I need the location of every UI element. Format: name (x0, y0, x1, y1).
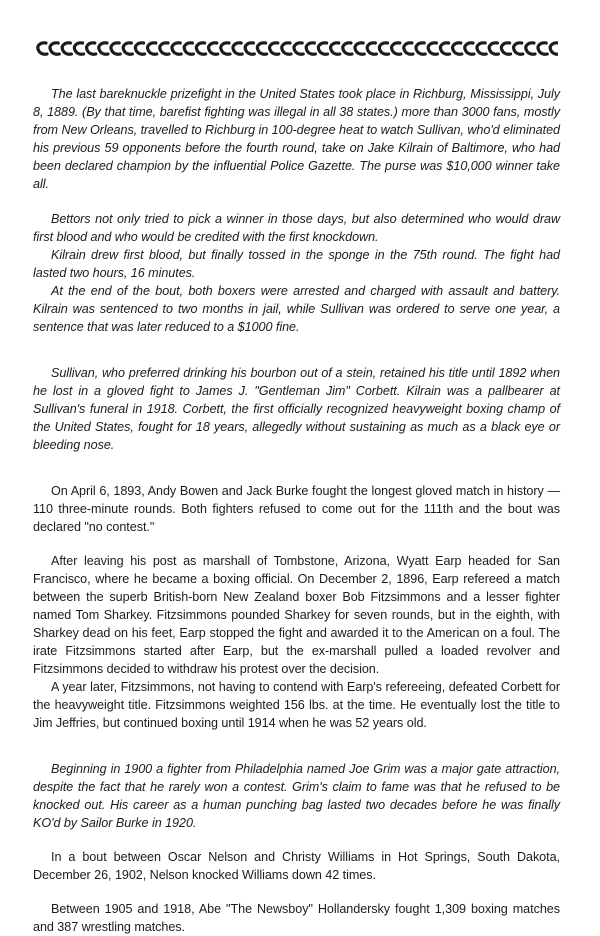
rope-link-icon (148, 43, 157, 54)
rope-link-icon (50, 43, 59, 54)
rope-link-icon (331, 43, 340, 54)
paragraph-sullivan-corbett: Sullivan, who preferred drinking his bourbon out of a stein, retained his title until 1892 when he lost in a gloved fight to James J. "Gentleman Jim" Corbett. Kilrain was a pallbearer at Sullivan's funeral in 1918. Corbett, the first officially recognized heavyweight boxing champ of the United States, fought for 18 years, allegedly without sustaining as much as a black eye or bleeding nose. (33, 366, 560, 452)
rope-link-icon (343, 43, 352, 54)
rope-link-icon (209, 43, 218, 54)
rope-link-icon (379, 43, 388, 54)
rope-link-icon (428, 43, 437, 54)
rope-link-icon (87, 43, 96, 54)
rope-link-icon (355, 43, 364, 54)
rope-link-icon (501, 43, 510, 54)
rope-link-icon (233, 43, 242, 54)
rope-link-icon (123, 43, 132, 54)
rope-link-icon (99, 43, 108, 54)
rope-link-icon (404, 43, 413, 54)
rope-link-icon (306, 43, 315, 54)
rope-link-icon (514, 43, 523, 54)
rope-link-icon (196, 43, 205, 54)
rope-link-icon (294, 43, 303, 54)
rope-link-icon (38, 43, 47, 54)
rope-link-icon (245, 43, 254, 54)
rope-link-icon (270, 43, 279, 54)
rope-link-icon (367, 43, 376, 54)
rope-link-icon (184, 43, 193, 54)
paragraph-fitzsimmons-title: A year later, Fitzsimmons, not having to contend with Earp's refereeing, defeated Corbett for the heavyweight title. Fitzsimmons weighted 156 lbs. at the time. He eventually lost the title to Jim Jeffries, but continued boxing until 1914 when he was 52 years old. (33, 680, 560, 730)
rope-link-icon (257, 43, 266, 54)
rope-link-icon (538, 43, 547, 54)
paragraph-arrest: At the end of the bout, both boxers were arrested and charged with assault and battery. Kilrain was sentenced to two months in jail, while Sullivan was ordered to serve one year, a sentence that was later reduced to a $1000 fine. (33, 284, 560, 334)
rope-link-icon (160, 43, 169, 54)
rope-link-icon (465, 43, 474, 54)
rope-link-icon (318, 43, 327, 54)
paragraph-kilrain-first-blood: Kilrain drew first blood, but finally tossed in the sponge in the 75th round. The fight had lasted two hours, 16 minutes. (33, 248, 560, 280)
rope-link-icon (416, 43, 425, 54)
rope-link-icon (526, 43, 535, 54)
article-body (33, 85, 560, 936)
rope-link-icon (282, 43, 291, 54)
paragraph-hollandersky: Between 1905 and 1918, Abe "The Newsboy" Hollandersky fought 1,309 boxing matches and 387 wrestling matches. (33, 902, 560, 934)
paragraph-longest-match: On April 6, 1893, Andy Bowen and Jack Burke fought the longest gloved match in history — 110 three-minute rounds. Both fighters refused to come out for the 111th and the bout was declared "no contest." (33, 484, 560, 534)
rope-chain-border-icon (33, 40, 558, 58)
rope-link-icon (489, 43, 498, 54)
rope-link-icon (221, 43, 230, 54)
rope-link-icon (550, 43, 558, 54)
rope-link-icon (477, 43, 486, 54)
paragraph-bareknuckle-fight: The last bareknuckle prizefight in the United States took place in Richburg, Mississippi, July 8, 1889. (By that time, barefist fighting was illegal in all 38 states.) more than 3000 fans, mostly from New Orleans, travelled to Richburg in 100-degree heat to watch Sullivan, who'd eliminated his previous 59 opponents before the fourth round, take on Jake Kilrain of Baltimore, who had been declared champion by the influential Police Gazette. The purse was $10,000 winner take all. (33, 87, 560, 191)
paragraph-nelson-williams: In a bout between Oscar Nelson and Christy Williams in Hot Springs, South Dakota, December 26, 1902, Nelson knocked Williams down 42 times. (33, 850, 560, 882)
rope-link-icon (172, 43, 181, 54)
rope-link-icon (135, 43, 144, 54)
rope-link-icon (111, 43, 120, 54)
rope-link-icon (392, 43, 401, 54)
paragraph-wyatt-earp: After leaving his post as marshall of Tombstone, Arizona, Wyatt Earp headed for San Francisco, where he became a boxing official. On December 2, 1896, Earp refereed a match between the superb British-born New Zealand boxer Bob Fitzsimmons and a lesser fighter named Tom Sharkey. Fitzsimmons pounded Sharkey for seven rounds, but in the eighth, with Sharkey dead on his feet, Earp stopped the fight and awarded it to the American on a foul. The irate Fitzsimmons started after Earp, but the ex-marshall pulled a loaded revolver and Fitzsimmons decided to withdraw his protest over the decision. (33, 554, 560, 676)
rope-link-icon (62, 43, 71, 54)
paragraph-joe-grim: Beginning in 1900 a fighter from Philadelphia named Joe Grim was a major gate attraction, despite the fact that he rarely won a contest. Grim's claim to fame was that he refused to be knocked out. His career as a human punching bag lasted two decades before he was finally KO'd by Sailor Burke in 1920. (33, 762, 560, 830)
rope-link-icon (74, 43, 83, 54)
rope-link-icon (440, 43, 449, 54)
rope-link-icon (453, 43, 462, 54)
paragraph-bettors: Bettors not only tried to pick a winner in those days, but also determined who would draw first blood and who would be credited with the first knockdown. (33, 212, 560, 244)
